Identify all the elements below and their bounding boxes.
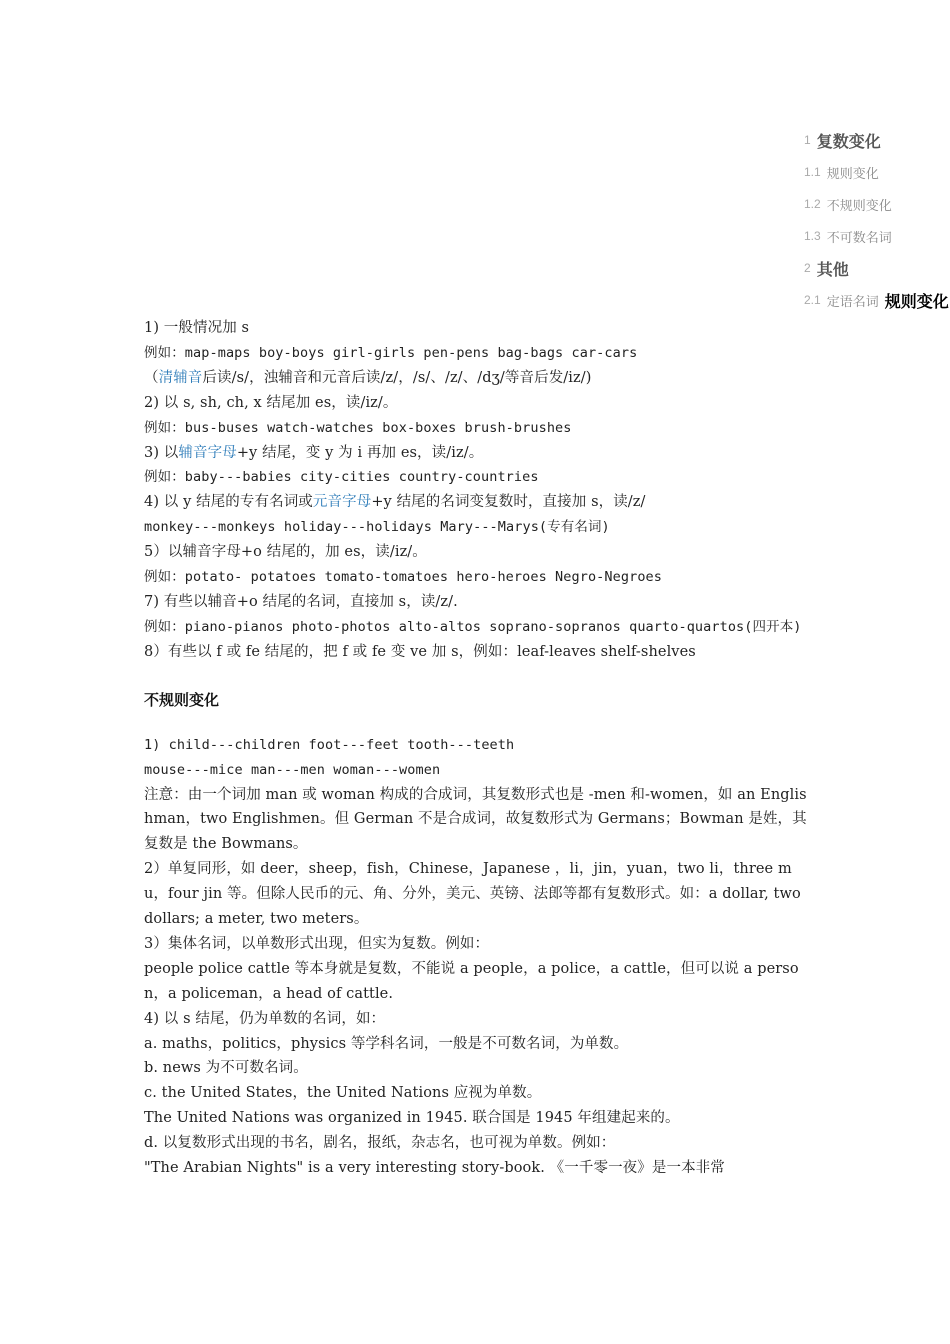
paragraph: The United Nations was organized in 1945. 联合国是 1945 年组建起来的。 — [144, 1110, 680, 1127]
table-of-contents — [804, 124, 950, 316]
section-heading-irregular: 不规则变化 — [144, 690, 220, 709]
paragraph: 例如：potato- potatoes tomato-tomatoes hero-heroes Negro-Negroes — [144, 569, 663, 586]
paragraph: 注意：由一个词加 man 或 woman 构成的合成词，其复数形式也是 -men 和-women，如 an Englishman，two Englishmen。但 German 不是合成词，故复数形式为 Germans；Bowman 是姓，其复数是 the Bowmans。 — [144, 786, 807, 853]
toc-item-regular[interactable] — [804, 156, 950, 188]
paragraph: 1) 一般情况加 s — [144, 320, 250, 336]
text: 后读/s/，浊辅音和元音后读/z/，/s/、/z/、/dʒ/等音后发/iz/) — [202, 369, 592, 386]
toc-item-other[interactable] — [804, 252, 950, 284]
paragraph: 3）集体名词，以单数形式出现，但实为复数。例如： — [144, 935, 490, 952]
link-vowel-letter[interactable]: 元音字母 — [312, 494, 372, 511]
paragraph — [144, 366, 808, 391]
toc-item-attributive-noun[interactable] — [804, 284, 950, 316]
text: 3) 以 — [144, 444, 179, 461]
toc-item-irregular[interactable] — [804, 188, 950, 220]
paragraph: 2) 以 s, sh, ch, x 结尾加 es，读/iz/。 — [144, 394, 398, 411]
paragraph: 5）以辅音字母+o 结尾的，加 es，读/iz/。 — [144, 544, 427, 561]
paragraph: a. maths，politics，physics 等学科名词，一般是不可数名词，为单数。 — [144, 1035, 629, 1052]
text: +y 结尾的名词变复数时，直接加 s，读/z/ — [371, 494, 646, 511]
paragraph: "The Arabian Nights" is a very interesting story-book. 《一千零一夜》是一本非常 — [144, 1160, 725, 1177]
link-consonant-letter[interactable]: 辅音字母 — [178, 444, 237, 461]
toc-label: 不可数名词 — [826, 230, 892, 246]
paragraph: 4) 以 s 结尾，仍为单数的名词，如： — [144, 1010, 386, 1027]
toc-item-uncountable[interactable] — [804, 220, 950, 252]
paragraph: 8）有些以 f 或 fe 结尾的，把 f 或 fe 变 ve 加 s，例如：leaf-leaves shelf-shelves — [144, 643, 696, 660]
toc-number: 1.2 — [804, 197, 821, 211]
paragraph: mouse---mice man---men woman---women — [144, 761, 441, 778]
toc-label: 规则变化 — [826, 166, 879, 182]
paragraph: 例如：baby---babies city-cities country-countries — [144, 469, 539, 486]
text: 4) 以 y 结尾的专有名词或 — [144, 494, 313, 511]
toc-label: 定语名词 — [826, 294, 879, 310]
text: +y 结尾，变 y 为 i 再加 es，读/iz/。 — [236, 444, 484, 461]
paragraph: b. news 为不可数名词。 — [144, 1060, 308, 1077]
paragraph: 7) 有些以辅音+o 结尾的名词，直接加 s，读/z/. — [144, 593, 458, 610]
paragraph: 1) child---children foot---feet tooth---teeth — [144, 736, 515, 753]
section-heading-regular: 规则变化 — [884, 291, 949, 311]
toc-label: 复数变化 — [816, 131, 881, 151]
toc-item-plural-changes[interactable] — [804, 124, 950, 156]
toc-number: 1.3 — [804, 229, 821, 243]
paragraph: 例如：bus-buses watch-watches box-boxes brush-brushes — [144, 419, 572, 436]
toc-number: 1.1 — [804, 165, 821, 179]
article-body — [144, 316, 808, 1181]
text: （ — [144, 369, 159, 386]
toc-label: 其他 — [816, 259, 849, 279]
toc-label: 不规则变化 — [826, 198, 892, 214]
paragraph: 2）单复同形，如 deer，sheep，fish，Chinese，Japanese ，li，jin，yuan，two li，three mu，four jin 等。但除人民币的元、角、分外，美元、英镑、法郎等都有复数形式。如：a dollar, two dollars; a meter, two meters。 — [144, 861, 801, 928]
paragraph: d. 以复数形式出现的书名，剧名，报纸，杂志名，也可视为单数。例如： — [144, 1135, 616, 1152]
paragraph: c. the United States，the United Nations 应视为单数。 — [144, 1085, 542, 1102]
link-voiceless-consonant[interactable]: 清辅音 — [158, 369, 203, 386]
paragraph: 例如：map-maps boy-boys girl-girls pen-pens bag-bags car-cars — [144, 344, 638, 361]
paragraph: people police cattle 等本身就是复数，不能说 a people，a police，a cattle，但可以说 a person，a policeman，a head of cattle. — [144, 960, 799, 1002]
paragraph: 例如：piano-pianos photo-photos alto-altos soprano-sopranos quarto-quartos(四开本) — [144, 618, 802, 635]
paragraph: monkey---monkeys holiday---holidays Mary---Marys(专有名词) — [144, 519, 610, 536]
paragraph — [144, 441, 808, 466]
toc-number: 1 — [804, 133, 811, 147]
toc-number: 2.1 — [804, 293, 821, 307]
paragraph — [144, 490, 808, 515]
toc-number: 2 — [804, 261, 811, 275]
